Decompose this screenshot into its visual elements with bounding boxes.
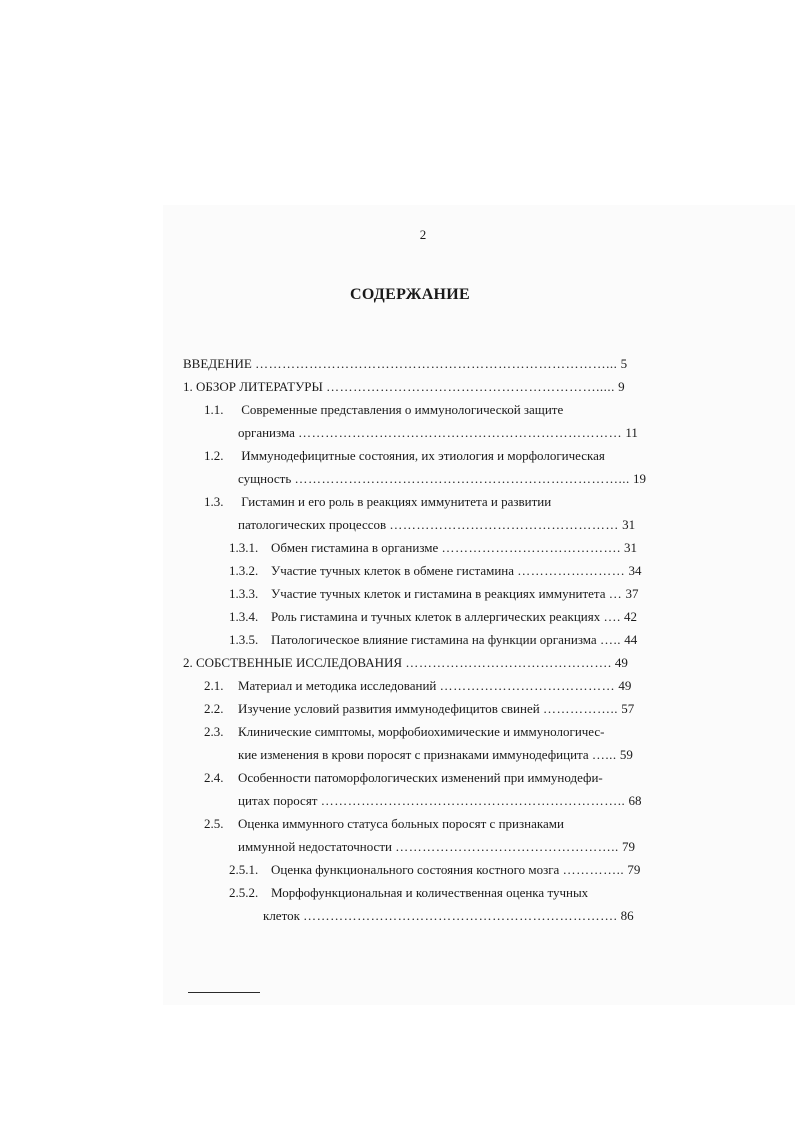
toc-entry-text: организма: [238, 425, 295, 440]
toc-entry-number: 1.: [183, 379, 193, 394]
toc-entry-text: цитах поросят: [238, 793, 318, 808]
toc-page-number: 19: [633, 471, 647, 486]
toc-entry-1-3-4: [229, 609, 637, 625]
toc-page-number: 57: [621, 701, 635, 716]
toc-entry-2-5-1: [229, 862, 640, 878]
toc-leader-dots: …………………………………………………….....: [326, 379, 615, 394]
toc-page-number: 79: [621, 839, 635, 854]
toc-entry-number: 1.3.4.: [229, 609, 259, 624]
toc-entry-1-1-cont: [238, 425, 638, 441]
toc-page-number: 49: [618, 678, 632, 693]
toc-page-number: 86: [620, 908, 634, 923]
toc-entry-1-3-5: [229, 632, 637, 648]
toc-entry-text: кие изменения в крови поросят с признаками иммунодефицита: [238, 747, 589, 762]
toc-entry-2-4-cont: [238, 793, 642, 809]
toc-entry-number: 2.5.1.: [229, 862, 259, 877]
toc-leader-dots: …...: [591, 747, 617, 762]
toc-leader-dots: …………..: [562, 862, 625, 877]
toc-entry-number: 2.4.: [204, 770, 224, 785]
toc-leader-dots: ……………..: [542, 701, 618, 716]
toc-entry-1-3-1: [229, 540, 637, 556]
toc-page-number: 68: [628, 793, 642, 808]
toc-entry-chapter-2: [183, 655, 628, 671]
toc-page-number: 79: [627, 862, 641, 877]
toc-page-number: 5: [620, 356, 628, 371]
toc-leader-dots: ………………………………………………………………...: [294, 471, 630, 486]
toc-leader-dots: ….: [603, 609, 621, 624]
toc-page-number: 9: [618, 379, 625, 394]
toc-leader-dots: …: [608, 586, 623, 601]
toc-entry-2-5-2: [229, 885, 588, 901]
toc-entry-1-3-3: [229, 586, 639, 602]
toc-entry-number: 1.2.: [204, 448, 224, 463]
toc-entry-number: 2.2.: [204, 701, 224, 716]
toc-entry-text: Морфофункциональная и количественная оценка тучных: [271, 885, 589, 900]
toc-entry-intro: [183, 356, 627, 372]
toc-entry-text: Гистамин и его роль в реакциях иммунитета и развитии: [241, 494, 552, 509]
toc-page-number: 31: [622, 517, 636, 532]
toc-page-number: 42: [623, 609, 637, 624]
toc-entry-2-5-2-cont: [263, 908, 634, 924]
toc-page-number: 11: [625, 425, 638, 440]
toc-page-number: 44: [624, 632, 638, 647]
toc-entry-1-3-2: [229, 563, 642, 579]
toc-entry-text: сущность: [238, 471, 292, 486]
toc-entry-number: 1.3.1.: [229, 540, 259, 555]
toc-entry-text: Оценка функционального состояния костного мозга: [271, 862, 560, 877]
toc-entry-text: Роль гистамина и тучных клеток в аллергических реакциях: [271, 609, 601, 624]
toc-entry-text: ОБЗОР ЛИТЕРАТУРЫ: [196, 379, 323, 394]
toc-entry-number: 1.3.3.: [229, 586, 259, 601]
toc-entry-text: Материал и методика исследований: [238, 678, 437, 693]
toc-entry-number: 2.: [183, 655, 193, 670]
toc-leader-dots: ………………………………………………………………: [298, 425, 623, 440]
toc-entry-1-2-cont: [238, 471, 646, 487]
toc-entry-2-3: [204, 724, 605, 740]
page-title: СОДЕРЖАНИЕ: [349, 286, 471, 303]
toc-entry-number: 1.1.: [204, 402, 224, 417]
toc-leader-dots: …..: [599, 632, 621, 647]
toc-leader-dots: ……………………………………………: [389, 517, 619, 532]
toc-entry-text: иммунной недостаточности: [238, 839, 392, 854]
toc-page-number: 34: [628, 563, 642, 578]
footnote-divider: [188, 992, 260, 993]
toc-entry-text: Участие тучных клеток и гистамина в реакциях иммунитета: [271, 586, 606, 601]
toc-entry-text: патологических процессов: [238, 517, 387, 532]
toc-entry-text: СОБСТВЕННЫЕ ИССЛЕДОВАНИЯ: [196, 655, 403, 670]
toc-entry-text: Участие тучных клеток в обмене гистамина: [271, 563, 515, 578]
toc-entry-number: 2.1.: [204, 678, 224, 693]
toc-page-number: 49: [614, 655, 628, 670]
toc-entry-1-3-cont: [238, 517, 635, 533]
toc-entry-2-2: [204, 701, 634, 717]
toc-entry-text: Изучение условий развития иммунодефицитов свиней: [238, 701, 540, 716]
toc-leader-dots: ……………………………………………………………………...: [255, 356, 618, 371]
toc-page-number: 59: [619, 747, 633, 762]
toc-entry-number: 1.3.5.: [229, 632, 259, 647]
toc-leader-dots: ……………………: [517, 563, 626, 578]
toc-entry-text: Особенности патоморфологических изменений при иммунодефи-: [238, 770, 603, 785]
toc-leader-dots: …………………………………………………………..: [320, 793, 626, 808]
toc-entry-text: Иммунодефицитные состояния, их этиология и морфологическая: [241, 448, 605, 463]
toc-entry-1-1: [204, 402, 563, 418]
toc-page-number: 37: [625, 586, 639, 601]
page-number: 2: [419, 227, 427, 242]
toc-entry-2-5-cont: [238, 839, 635, 855]
toc-entry-chapter-1: [183, 379, 625, 395]
toc-leader-dots: ……………………………………….: [405, 655, 612, 670]
toc-entry-text: Патологическое влияние гистамина на функции организма: [271, 632, 597, 647]
toc-entry-number: 2.5.2.: [229, 885, 259, 900]
toc-leader-dots: …………………………………………………………….: [303, 908, 618, 923]
toc-entry-2-1: [204, 678, 631, 694]
toc-entry-1-2: [204, 448, 605, 464]
toc-entry-2-5: [204, 816, 564, 832]
toc-leader-dots: …………………………………: [439, 678, 616, 693]
toc-leader-dots: …………………………………………..: [395, 839, 619, 854]
toc-entry-2-3-cont: [238, 747, 633, 763]
toc-entry-text: Клинические симптомы, морфобиохимические и иммунологичес-: [238, 724, 605, 739]
toc-entry-text: ВВЕДЕНИЕ: [183, 356, 252, 371]
toc-entry-text: Оценка иммунного статуса больных поросят с признаками: [238, 816, 564, 831]
toc-page-number: 31: [624, 540, 638, 555]
toc-entry-2-4: [204, 770, 603, 786]
toc-entry-number: 1.3.2.: [229, 563, 259, 578]
toc-entry-number: 2.3.: [204, 724, 224, 739]
toc-leader-dots: ………………………………….: [441, 540, 621, 555]
toc-entry-number: 2.5.: [204, 816, 224, 831]
toc-entry-text: Обмен гистамина в организме: [271, 540, 439, 555]
toc-entry-text: Современные представления о иммунологической защите: [241, 402, 564, 417]
toc-entry-number: 1.3.: [204, 494, 224, 509]
toc-entry-text: клеток: [263, 908, 300, 923]
toc-entry-1-3: [204, 494, 551, 510]
